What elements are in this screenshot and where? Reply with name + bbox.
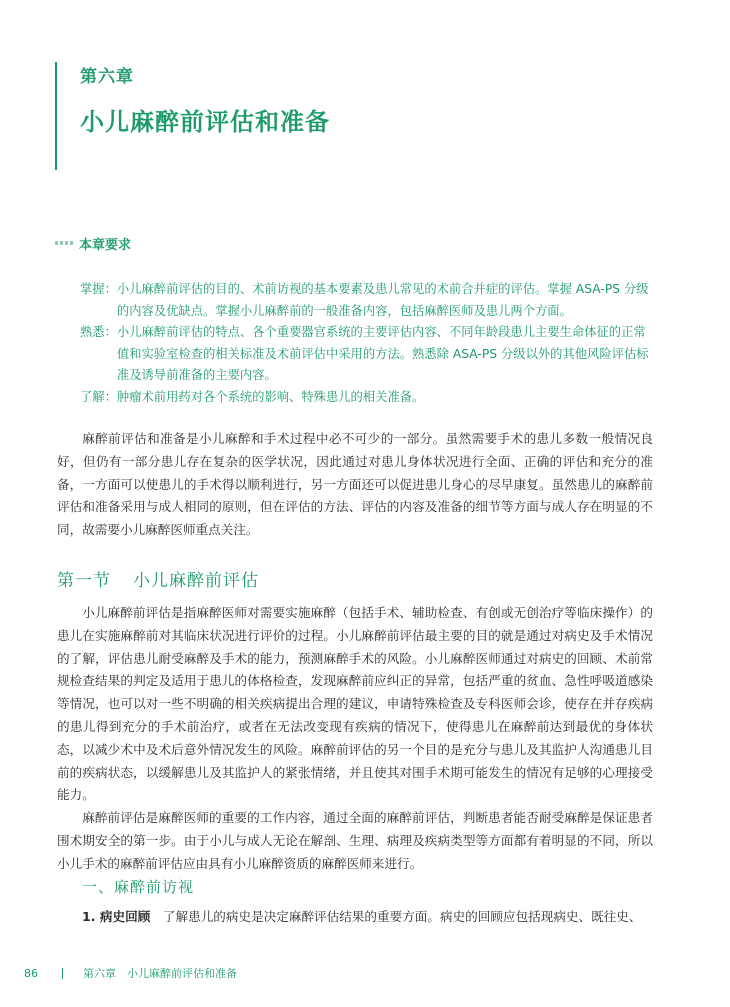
requirement-item bbox=[80, 322, 652, 387]
section-number: 第一节 bbox=[57, 571, 111, 591]
running-title: 第六章 小儿麻醉前评估和准备 bbox=[83, 967, 237, 980]
item-text: 了解患儿的病史是决定麻醉评估结果的重要方面。病史的回顾应包括现病史、既往史、 bbox=[162, 909, 642, 924]
item-label: 1. 病史回顾 bbox=[82, 909, 151, 924]
requirements-heading: 本章要求 bbox=[79, 238, 132, 253]
requirement-item bbox=[80, 387, 652, 409]
requirement-label: 掌握： bbox=[80, 282, 117, 296]
section-title bbox=[57, 566, 259, 591]
requirement-label: 了解： bbox=[80, 389, 117, 404]
subsection-title: 一、麻醉前访视 bbox=[82, 878, 195, 896]
section-heading: 小儿麻醉前评估 bbox=[133, 571, 259, 591]
dash-divider bbox=[70, 241, 73, 245]
chapter-bar bbox=[55, 62, 57, 170]
requirements-list bbox=[80, 279, 652, 408]
page-number: 86 bbox=[24, 966, 38, 980]
chapter-number: 第六章 bbox=[80, 67, 134, 87]
item-line bbox=[82, 906, 654, 928]
dash-divider bbox=[65, 241, 68, 245]
section-paragraph: 小儿麻醉前评估是指麻醉医师对需要实施麻醉（包括手术、辅助检查、有创或无创治疗等临床操作）的患儿在实施麻醉前对其临床状况进行评价的过程。小儿麻醉前评估最主要的目的就是通过对病史及手术情况的了解，评估患儿耐受麻醉及手术的能力，预测麻醉手术的风险。小儿麻醉医师通过对病史的回顾、术前常规检查结果的判定及适用于患儿的体格检查，发现麻醉前应纠正的异常，包括严重的贫血、急性呼吸道感染等情况，也可以对一些不明确的相关疾病提出合理的建议，申请特殊检查及专科医师会诊，使存在并存疾病的患儿得到充分的手术前治疗，或者在无法改变现有疾病的情况下，使得患儿在麻醉前达到最优的身体状态，以减少术中及术后意外情况发生的风险。麻醉前评估的另一个目的是充分与患儿及其监护人沟通患儿目前的疾病状态，以缓解患儿及其监护人的紧张情绪，并且使其对围手术期可能发生的情况有足够的心理接受能力。 bbox=[57, 605, 653, 803]
requirement-label: 熟悉： bbox=[80, 325, 117, 339]
chapter-title: 小儿麻醉前评估和准备 bbox=[80, 108, 330, 136]
section-body bbox=[57, 602, 653, 876]
requirement-text: 小儿麻醉前评估的目的、术前访视的基本要素及患儿常见的术前合并症的评估。掌握 ASA-PS 分级的内容及优缺点。掌握小儿麻醉前的一般准备内容，包括麻醉医师及患儿两个方面。 bbox=[116, 282, 649, 318]
requirement-text: 小儿麻醉前评估的特点、各个重要器官系统的主要评估内容、不同年龄段患儿主要生命体征的正常值和实验室检查的相关标准及术前评估中采用的方法。熟悉除 ASA-PS 分级以外的其他风险评估标准及诱导前准备的主要内容。 bbox=[116, 325, 649, 382]
requirement-item bbox=[80, 279, 652, 322]
dash-divider bbox=[55, 241, 58, 245]
requirement-text: 肿瘤术前用药对各个系统的影响、特殊患儿的相关准备。 bbox=[116, 389, 425, 404]
page-footer bbox=[24, 965, 237, 981]
intro-paragraph: 麻醉前评估和准备是小儿麻醉和手术过程中必不可少的一部分。虽然需要手术的患儿多数一般情况良好，但仍有一部分患儿存在复杂的医学状况，因此通过对患儿身体状况进行全面、正确的评估和充分的准备，一方面可以使患儿的手术得以顺利进行，另一方面还可以促进患儿身心的尽早康复。虽然患儿的麻醉前评估和准备采用与成人相同的原则，但在评估的方法、评估的内容及准备的细节等方面与成人存在明显的不同，故需要小儿麻醉医师重点关注。 bbox=[57, 431, 653, 538]
requirements-header bbox=[55, 234, 255, 252]
intro-paragraph-block bbox=[57, 428, 653, 542]
section-paragraph: 麻醉前评估是麻醉医师的重要的工作内容，通过全面的麻醉前评估，判断患者能否耐受麻醉是保证患者围术期安全的第一步。由于小儿与成人无论在解剖、生理、病理及疾病类型等方面都有着明显的不同，所以小儿手术的麻醉前评估应由具有小儿麻醉资质的麻醉医师来进行。 bbox=[57, 810, 653, 871]
footer-separator bbox=[62, 968, 63, 979]
dash-divider bbox=[60, 241, 63, 245]
